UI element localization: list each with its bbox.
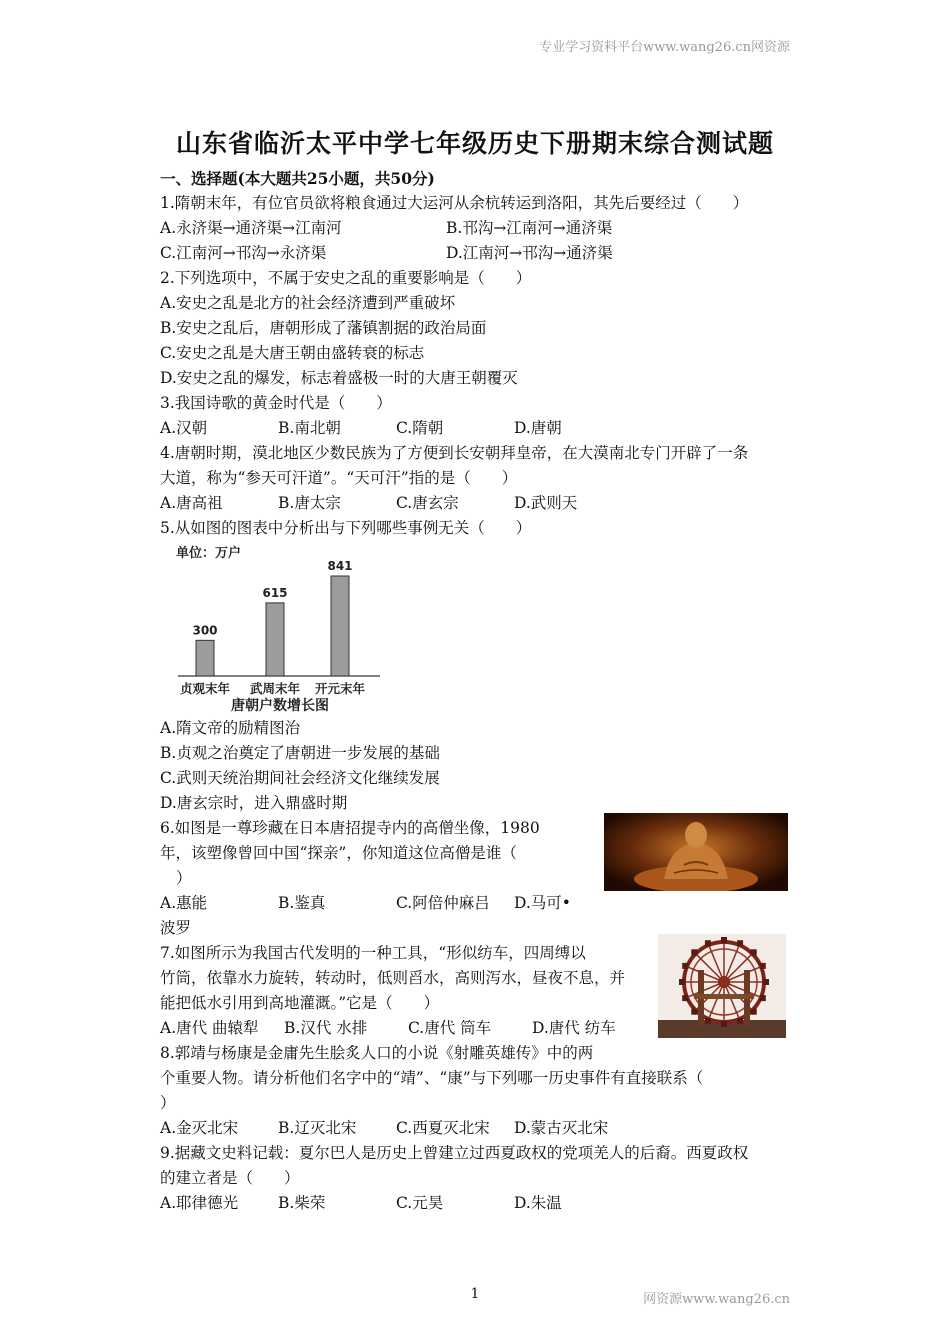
question-6-option-d-continued: 波罗 — [160, 919, 192, 937]
page-header: 专业学习资料平台www.wang26.cn网资源 — [539, 40, 790, 55]
question-5-option-c: C.武则天统治期间社会经济文化继续发展 — [160, 769, 440, 787]
question-1-option-b: B.邗沟→江南河→通济渠 — [446, 219, 613, 237]
question-7-stem-line-3: 能把低水引用到高地灌溉。”它是（ ） — [160, 994, 440, 1012]
question-9-option-d: D.朱温 — [514, 1194, 562, 1212]
question-1-options-row-2 — [160, 241, 792, 266]
question-9-option-b: B.柴荣 — [278, 1194, 326, 1212]
water-wheel-icon — [679, 937, 769, 1027]
question-1-option-c: C.江南河→邗沟→永济渠 — [160, 244, 327, 262]
question-2-option-d: D.安史之乱的爆发，标志着盛极一时的大唐王朝覆灭 — [160, 369, 518, 387]
question-6-options — [160, 891, 792, 916]
question-2-stem: 2.下列选项中，不属于安史之乱的重要影响是（ ） — [160, 269, 532, 287]
question-7-stem-line-1: 7.如图所示为我国古代发明的一种工具，“形似纺车，四周缚以 — [160, 944, 586, 962]
question-1-option-a: A.永济渠→通济渠→江南河 — [160, 219, 342, 237]
monk-statue-photo — [604, 813, 788, 891]
page-title: 山东省临沂太平中学七年级历史下册期末综合测试题 — [175, 129, 774, 158]
question-8-option-a: A.金灭北宋 — [160, 1119, 239, 1137]
question-6-stem-line-2: 年，该塑像曾回中国“探亲”，你知道这位高僧是谁（ — [160, 844, 517, 862]
water-wheel-picture — [658, 934, 786, 1038]
question-8-option-b: B.辽灭北宋 — [278, 1119, 357, 1137]
question-2-option-a: A.安史之乱是北方的社会经济遭到严重破坏 — [160, 294, 456, 312]
chart-category-label-1: 贞观末年 — [179, 681, 231, 696]
chart-category-label-3: 开元末年 — [314, 681, 366, 696]
question-8-options — [160, 1116, 792, 1141]
question-4-stem-line-1: 4.唐朝时期，漠北地区少数民族为了方便到长安朝拜皇帝，在大漠南北专门开辟了一条 — [160, 444, 749, 462]
question-4-option-a: A.唐高祖 — [160, 494, 223, 512]
household-chart-container — [160, 541, 792, 716]
question-3-stem: 3.我国诗歌的黄金时代是（ ） — [160, 394, 392, 412]
question-4-options — [160, 491, 792, 516]
question-1-stem: 1.隋朝末年，有位官员欲将粮食通过大运河从余杭转运到洛阳，其先后要经过（ ） — [160, 194, 749, 212]
question-8-stem-line-3: ） — [160, 1094, 176, 1112]
question-7-option-c: C.唐代 筒车 — [408, 1019, 492, 1037]
question-5-option-a: A.隋文帝的励精图治 — [160, 719, 301, 737]
chart-bars — [180, 559, 366, 696]
question-3-option-d: D.唐朝 — [514, 419, 562, 437]
question-6-stem-line-1: 6.如图是一尊珍藏在日本唐招提寺内的高僧坐像，1980 — [160, 819, 540, 837]
chart-value-label-3: 841 — [327, 559, 353, 573]
question-5-stem: 5.从如图的图表中分析出与下列哪些事例无关（ ） — [160, 519, 532, 537]
question-8-option-c: C.西夏灭北宋 — [396, 1119, 490, 1137]
question-3-option-b: B.南北朝 — [278, 419, 341, 437]
question-9-options — [160, 1191, 792, 1216]
question-8-option-d: D.蒙古灭北宋 — [514, 1119, 609, 1137]
question-6-option-d: D.马可• — [514, 894, 571, 912]
question-3-option-a: A.汉朝 — [160, 419, 208, 437]
question-4-option-c: C.唐玄宗 — [396, 494, 459, 512]
question-6-option-b: B.鉴真 — [278, 894, 326, 912]
question-8-stem-line-1: 8.郭靖与杨康是金庸先生脍炙人口的小说《射雕英雄传》中的两 — [160, 1044, 594, 1062]
question-list — [160, 166, 792, 1216]
question-9-stem-line-2: 的建立者是（ ） — [160, 1169, 300, 1187]
question-3-option-c: C.隋朝 — [396, 419, 444, 437]
household-bar-chart — [160, 541, 400, 716]
question-9-stem-line-1: 9.据藏文史料记载：夏尔巴人是历史上曾建立过西夏政权的党项羌人的后裔。西夏政权 — [160, 1144, 749, 1162]
question-7-option-d: D.唐代 纺车 — [532, 1019, 616, 1037]
chart-value-label-1: 300 — [192, 623, 218, 638]
question-4-option-b: B.唐太宗 — [278, 494, 341, 512]
question-1-option-d: D.江南河→邗沟→通济渠 — [446, 244, 613, 262]
question-9-option-a: A.耶律德光 — [160, 1194, 239, 1212]
question-8-stem-line-2: 个重要人物。请分析他们名字中的“靖”、“康”与下列哪一历史事件有直接联系（ — [160, 1069, 704, 1087]
question-2-option-c: C.安史之乱是大唐王朝由盛转衰的标志 — [160, 344, 425, 362]
question-6-stem-line-3: ） — [176, 869, 192, 887]
chart-title: 唐朝户数增长图 — [231, 698, 329, 714]
section-heading: 一、选择题(本大题共25小题，共50分) — [160, 169, 435, 188]
chart-unit-label: 单位：万户 — [176, 546, 242, 561]
chart-value-label-2: 615 — [262, 585, 288, 600]
chart-category-label-2: 武周末年 — [249, 681, 301, 696]
question-6-option-a: A.惠能 — [160, 894, 208, 912]
question-7-option-a: A.唐代 曲辕犁 — [160, 1019, 259, 1037]
page-footer: 网资源www.wang26.cn — [643, 1292, 790, 1307]
question-3-options — [160, 416, 792, 441]
question-2-option-b: B.安史之乱后，唐朝形成了藩镇割据的政治局面 — [160, 319, 487, 337]
question-5-option-b: B.贞观之治奠定了唐朝进一步发展的基础 — [160, 744, 440, 762]
question-7-option-b: B.汉代 水排 — [284, 1019, 368, 1037]
chart-bar-2 — [266, 603, 284, 676]
question-7-stem-line-2: 竹筒，依靠水力旋转，转动时，低则舀水，高则泻水，昼夜不息，并 — [160, 969, 626, 987]
chart-bar-3 — [331, 576, 349, 676]
question-6-option-c: C.阿倍仲麻吕 — [396, 894, 490, 912]
question-4-stem-line-2: 大道，称为“参天可汗道”。“天可汗”指的是（ ） — [160, 469, 518, 487]
question-9-option-c: C.元昊 — [396, 1194, 444, 1212]
question-1-options-row-1 — [160, 216, 792, 241]
question-5-option-d: D.唐玄宗时，进入鼎盛时期 — [160, 794, 348, 812]
chart-bar-1 — [196, 640, 214, 676]
page-number: 1 — [470, 1286, 480, 1302]
question-4-option-d: D.武则天 — [514, 494, 578, 512]
